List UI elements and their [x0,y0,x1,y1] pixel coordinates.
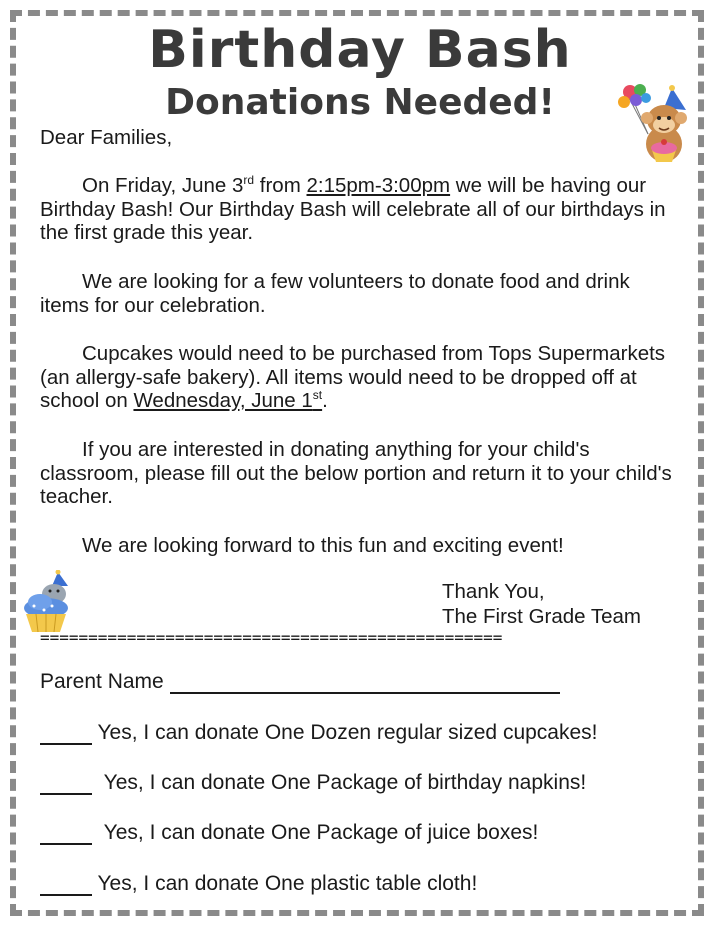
parent-name-row [40,670,560,694]
dropoff-date [133,389,322,412]
cupcakes-text: Cupcakes would need to be purchased from Tops Supermarkets (an allergy-safe bakery). All items would need to be dropped off at school on [40,342,666,412]
option-4-blank[interactable] [40,876,92,896]
interest-text: If you are interested in donating anything for your child's classroom, please fill out the below portion and return it to your child's teacher. [40,438,672,508]
event-description: we will be having our Birthday Bash! Our Birthday Bash will celebrate all of our birthdays in the first grade this year. [40,174,666,244]
paragraph-forward [40,534,672,558]
cupcakes-end: . [322,389,328,412]
page-title: Birthday Bash [148,20,572,80]
option-2-label: Yes, I can donate One Package of birthday napkins! [103,771,587,794]
paragraph-volunteers [40,270,672,317]
volunteers-text: We are looking for a few volunteers to donate food and drink items for our celebration. [40,270,630,317]
event-time: 2:15pm-3:00pm [306,174,451,197]
option-3-blank[interactable] [40,825,92,845]
event-date-text: On Friday, June 3 [82,174,244,197]
event-from-text: from [254,174,307,197]
option-4-label: Yes, I can donate One plastic table cloth! [97,872,478,895]
dropoff-date-sup: st [312,388,323,403]
option-1-label: Yes, I can donate One Dozen regular sized cupcakes! [97,721,598,744]
paragraph-event [40,174,672,245]
tear-off-separator: ================================================ [40,628,503,647]
option-2-blank[interactable] [40,775,92,795]
donation-option-1 [40,721,598,745]
paragraph-cupcakes [40,342,672,413]
option-1-blank[interactable] [40,725,92,745]
donation-option-4 [40,872,477,896]
donation-option-3 [40,821,538,845]
greeting: Dear Families, [40,126,173,149]
dropoff-date-text: Wednesday, June 1 [133,389,313,412]
page-subtitle: Donations Needed! [165,82,555,123]
donation-option-2 [40,771,586,795]
event-date-sup: rd [243,173,255,188]
closing-thanks: Thank You, [442,580,545,603]
closing-signature: The First Grade Team [442,605,641,628]
parent-name-blank[interactable] [170,674,560,694]
forward-text: We are looking forward to this fun and exciting event! [82,534,564,557]
cupcake-with-hippo-icon [20,570,72,634]
monkey-with-balloons-icon [614,82,694,168]
option-3-label: Yes, I can donate One Package of juice boxes! [103,821,539,844]
paragraph-interest [40,438,672,509]
parent-name-label: Parent Name [40,670,164,693]
